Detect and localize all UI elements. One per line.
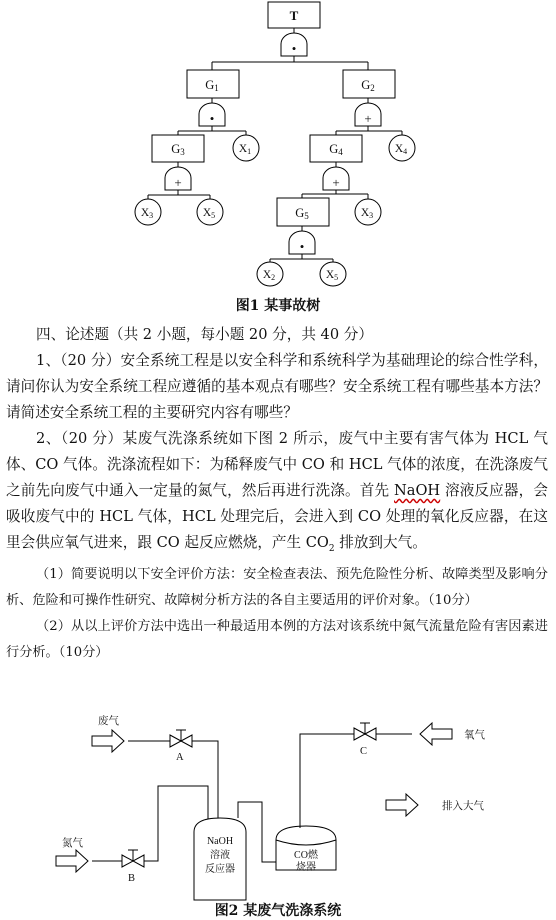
x5-label-b: X5 bbox=[325, 269, 339, 282]
question-1: 1、（20 分）安全系统工程是以安全科学和系统科学为基础理论的综合性学科，请问你认为安全系统工程应遵循的基本观点有哪些？安全系统工程有哪些基本方法？请简述安全系统工程的主要研究内容有哪些？ bbox=[6, 352, 548, 421]
nitrogen-arrow bbox=[56, 850, 88, 872]
top-event-label: T bbox=[289, 8, 299, 23]
valve-b-label: B bbox=[128, 873, 136, 884]
nitrogen-label: 氮气 bbox=[62, 838, 83, 849]
valve-a-label: A bbox=[176, 752, 184, 763]
x1-label-a: X1 bbox=[238, 143, 252, 156]
oxygen-arrow bbox=[420, 723, 452, 745]
sub-question-2: （2）从以上评价方法中选出一种最适用本例的方法对该系统中氮气流量危险有害因素进行分析。（10分） bbox=[6, 618, 548, 660]
x3-label-b: X3 bbox=[360, 207, 374, 220]
reactor-label-3: 反应器 bbox=[205, 864, 235, 875]
question-2: 2、（20 分）某废气洗涤系统如下图 2 所示，废气中主要有害气体为 HCL 气体、CO 气体。洗涤流程如下：为稀释废气中 CO 和 HCL 气体的浓度，在洗涤废气之前先向废气中通入一定量的氮气，然后再进行洗涤。首先 NaOH 溶液反应器，会吸收废气中的 HCL 气体，HCL 处理完后，会进入到 CO 处理的氧化反应器，在这里会供应氧气进来，跟 CO 起反应燃烧，产生 $CO_2$ 排放到大气。 bbox=[6, 430, 548, 554]
and-symbol-t: • bbox=[291, 41, 297, 56]
exhaust-label: 排入大气 bbox=[442, 801, 484, 812]
reactor-label-1: NaOH bbox=[206, 836, 234, 847]
and-symbol-g1: • bbox=[209, 111, 215, 126]
process-diagram bbox=[0, 690, 556, 905]
section-heading: 四、论述题（共 2 小题，每小题 20 分，共 40 分） bbox=[36, 326, 373, 343]
reactor-label-2: 溶液 bbox=[210, 850, 230, 861]
g5-label: G5 bbox=[295, 206, 309, 221]
figure-1-caption: 图1 某事故树 bbox=[235, 298, 321, 314]
oxygen-label: 氧气 bbox=[464, 730, 485, 741]
g1-label: G1 bbox=[205, 78, 219, 93]
burner-label-1: CO燃 bbox=[294, 850, 318, 861]
waste-gas-label: 废气 bbox=[98, 716, 119, 727]
x2-label: X2 bbox=[262, 269, 276, 282]
x4-label: X4 bbox=[394, 143, 408, 156]
or-symbol-g3: + bbox=[174, 175, 182, 190]
naoh-word: NaOH bbox=[394, 482, 441, 499]
or-symbol-g4: + bbox=[332, 175, 340, 190]
burner-label-2: 烧器 bbox=[296, 862, 316, 873]
figure-2-caption: 图2 某废气洗涤系统 bbox=[214, 903, 342, 919]
fault-tree-diagram bbox=[0, 0, 556, 290]
sub-question-1: （1）简要说明以下安全评价方法：安全检查表法、预先危险性分析、故障类型及影响分析、危险和可操作性研究、故障树分析方法的各自主要适用的评价对象。（10分） bbox=[6, 566, 548, 608]
x5-label-a: X5 bbox=[202, 207, 216, 220]
g4-label: G4 bbox=[329, 142, 343, 157]
and-symbol-g5: • bbox=[299, 239, 305, 254]
valve-c-label: C bbox=[360, 746, 368, 757]
waste-gas-arrow bbox=[92, 730, 124, 752]
g3-label: G3 bbox=[171, 142, 185, 157]
question-section bbox=[6, 322, 548, 666]
exhaust-arrow bbox=[386, 794, 418, 816]
g2-label: G2 bbox=[361, 78, 375, 93]
x3-label-a: X3 bbox=[140, 207, 154, 220]
or-symbol-g2: + bbox=[364, 111, 372, 126]
